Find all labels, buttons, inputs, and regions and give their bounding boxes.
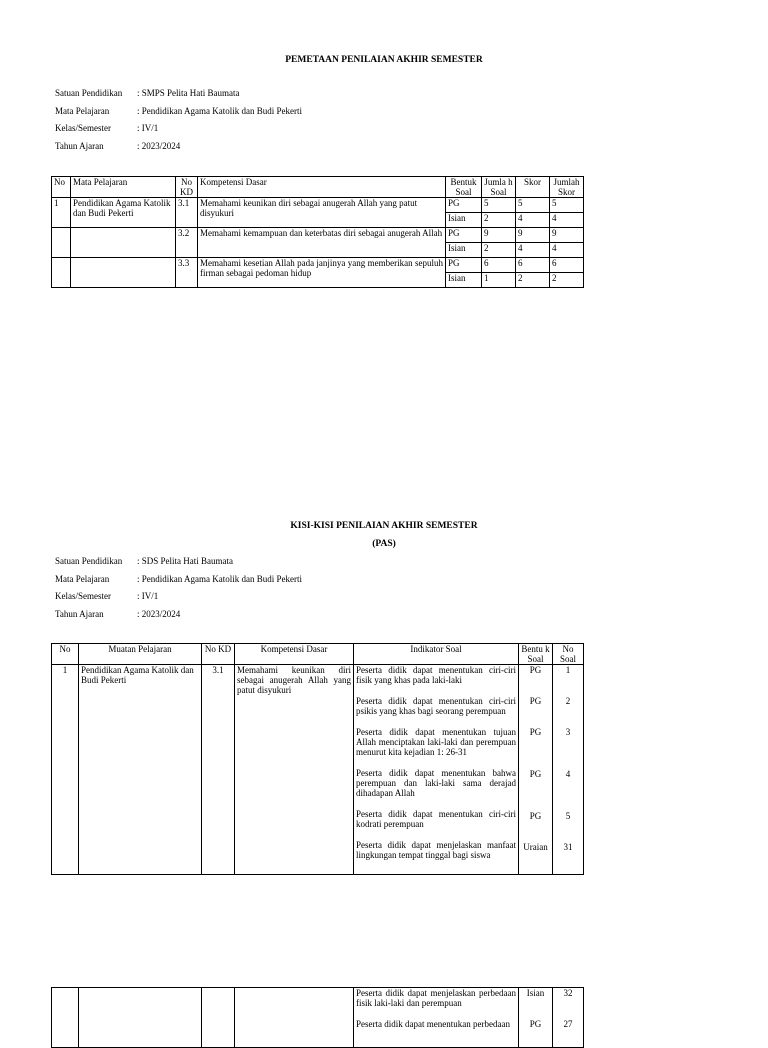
cell-bentuk-list <box>519 988 553 1048</box>
table-header-row <box>52 177 584 198</box>
table-row <box>52 258 584 273</box>
indikator-item: Peserta didik dapat menjelaskan perbedaan fisik laki-laki dan perempuan <box>356 988 516 1008</box>
cell-no-soal-list <box>553 665 584 875</box>
cell-skor: 9 <box>516 228 550 243</box>
cell-kompetensi: Memahami kemampuan dan keterbatas diri sebagai anugerah Allah <box>198 228 446 258</box>
cell-jumlah: 6 <box>482 258 516 273</box>
cell-no-kd: 3.3 <box>176 258 198 288</box>
cell-total: 6 <box>550 258 584 273</box>
header-bentuk-soal: Bentu k Soal <box>519 644 553 665</box>
meta-value: : 2023/2024 <box>137 608 181 619</box>
meta-label: Satuan Pendidikan <box>55 556 123 566</box>
meta-value: : IV/1 <box>137 123 159 133</box>
meta-value: : Pendidikan Agama Katolik dan Budi Pekerti <box>137 105 302 116</box>
cell-bentuk: PG <box>446 228 482 243</box>
cell-muatan-pelajaran: Pendidikan Agama Katolik dan Budi Pekerti <box>79 665 202 875</box>
cell-total: 4 <box>550 243 584 258</box>
bentuk-item: PG <box>529 696 542 706</box>
cell-muatan-pelajaran <box>79 988 202 1048</box>
cell-no-kd: 3.1 <box>176 198 198 228</box>
table-row <box>52 228 584 243</box>
no-soal-item: 4 <box>565 769 571 779</box>
cell-no <box>52 988 79 1048</box>
meta-label: Tahun Ajaran <box>55 140 104 151</box>
header-jumlah-skor: Jumlah Skor <box>550 177 584 198</box>
bentuk-item: PG <box>529 811 542 821</box>
cell-mata-pelajaran: Pendidikan Agama Katolik dan Budi Pekerti <box>71 198 176 228</box>
cell-mata-pelajaran <box>71 258 176 288</box>
cell-bentuk: PG <box>446 198 482 213</box>
page-title-pemetaan: PEMETAAN PENILAIAN AKHIR SEMESTER <box>285 55 483 65</box>
indikator-item: Peserta didik dapat menjelaskan manfaat lingkungan tempat tinggal bagi siswa <box>356 840 516 860</box>
cell-kompetensi: Memahami keunikan diri sebagai anugerah Allah yang patut disyukuri <box>198 198 446 228</box>
bentuk-item: Uraian <box>523 842 548 852</box>
meta-value: : IV/1 <box>137 591 159 601</box>
indikator-item: Peserta didik dapat menentukan ciri-ciri kodrati perempuan <box>356 809 516 829</box>
cell-total: 5 <box>550 198 584 213</box>
cell-skor: 6 <box>516 258 550 273</box>
no-soal-item: 1 <box>565 665 571 675</box>
cell-no-kd: 3.1 <box>202 665 235 875</box>
no-soal-item: 3 <box>565 727 571 737</box>
header-muatan-pelajaran: Muatan Pelajaran <box>79 644 202 665</box>
pemetaan-table <box>51 176 584 288</box>
table-header-row <box>52 644 584 665</box>
kisi-kisi-table <box>51 643 584 875</box>
indikator-item: Peserta didik dapat menentukan ciri-ciri fisik yang khas pada laki-laki <box>356 665 516 685</box>
cell-jumlah: 1 <box>482 273 516 288</box>
meta-value: : SMPS Pelita Hati Baumata <box>137 88 240 98</box>
meta-label: Tahun Ajaran <box>55 608 104 619</box>
table-row <box>52 988 584 1048</box>
meta-value: : SDS Pelita Hati Baumata <box>137 556 233 566</box>
meta-label: Kelas/Semester <box>55 123 111 133</box>
meta-value: : Pendidikan Agama Katolik dan Budi Pekerti <box>137 573 302 584</box>
header-no-kd: No KD <box>176 177 198 198</box>
cell-kompetensi: Memahami keunikan diri sebagai anugerah Allah yang patut disyukuri <box>235 665 354 875</box>
header-kompetensi-dasar: Kompetensi Dasar <box>198 177 446 198</box>
meta-label: Satuan Pendidikan <box>55 88 123 98</box>
cell-kompetensi <box>235 988 354 1048</box>
cell-bentuk: Isian <box>446 243 482 258</box>
header-skor: Skor <box>516 177 550 198</box>
header-jumlah-soal: Jumla h Soal <box>482 177 516 198</box>
page-subtitle: (PAS) <box>372 539 396 549</box>
cell-skor: 4 <box>516 213 550 228</box>
header-mata-pelajaran: Mata Pelajaran <box>71 177 176 198</box>
cell-skor: 4 <box>516 243 550 258</box>
cell-jumlah: 2 <box>482 243 516 258</box>
cell-skor: 5 <box>516 198 550 213</box>
bentuk-item: PG <box>529 727 542 737</box>
header-bentuk-soal: Bentuk Soal <box>446 177 482 198</box>
header-kompetensi-dasar: Kompetensi Dasar <box>235 644 354 665</box>
cell-no: 1 <box>52 665 79 875</box>
cell-total: 2 <box>550 273 584 288</box>
meta-label: Kelas/Semester <box>55 591 111 601</box>
page-title-kisi-kisi: KISI-KISI PENILAIAN AKHIR SEMESTER <box>290 521 478 531</box>
no-soal-item: 32 <box>563 988 573 998</box>
cell-jumlah: 2 <box>482 213 516 228</box>
no-soal-item: 2 <box>565 696 571 706</box>
header-no: No <box>52 177 71 198</box>
no-soal-item: 27 <box>563 1019 573 1029</box>
cell-skor: 2 <box>516 273 550 288</box>
cell-indikator-list <box>354 665 519 875</box>
meta-label: Mata Pelajaran <box>55 573 110 584</box>
cell-no-soal-list <box>553 988 584 1048</box>
cell-mata-pelajaran <box>71 228 176 258</box>
cell-indikator-list <box>354 988 519 1048</box>
header-indikator-soal: Indikator Soal <box>354 644 519 665</box>
cell-no: 1 <box>52 198 71 228</box>
cell-bentuk: Isian <box>446 213 482 228</box>
bentuk-item: Isian <box>526 988 545 998</box>
cell-no-kd: 3.2 <box>176 228 198 258</box>
header-no: No <box>52 644 79 665</box>
table-row <box>52 198 584 213</box>
indikator-item: Peserta didik dapat menentukan perbedaan <box>356 1019 510 1029</box>
cell-kompetensi: Memahami kesetian Allah pada janjinya yang memberikan sepuluh firman sebagai pedoman hidup <box>198 258 446 288</box>
bentuk-item: PG <box>529 665 542 675</box>
meta-value: : 2023/2024 <box>137 140 181 151</box>
no-soal-item: 5 <box>565 811 571 821</box>
meta-label: Mata Pelajaran <box>55 105 110 116</box>
bentuk-item: PG <box>529 1019 542 1029</box>
no-soal-item: 31 <box>563 842 573 852</box>
indikator-item: Peserta didik dapat menentukan tujuan Allah menciptakan laki-laki dan perempuan menurut kita kejadian 1: 26-31 <box>356 727 516 757</box>
header-no-soal: No Soal <box>553 644 584 665</box>
cell-no <box>52 258 71 288</box>
bentuk-item: PG <box>529 769 542 779</box>
cell-bentuk: PG <box>446 258 482 273</box>
table-row <box>52 665 584 875</box>
cell-jumlah: 9 <box>482 228 516 243</box>
cell-no-kd <box>202 988 235 1048</box>
cell-total: 9 <box>550 228 584 243</box>
cell-jumlah: 5 <box>482 198 516 213</box>
cell-bentuk-list <box>519 665 553 875</box>
cell-bentuk: Isian <box>446 273 482 288</box>
indikator-item: Peserta didik dapat menentukan bahwa perempuan dan laki-laki sama derajad dihadapan Allah <box>356 768 516 798</box>
cell-total: 4 <box>550 213 584 228</box>
header-no-kd: No KD <box>202 644 235 665</box>
cell-no <box>52 228 71 258</box>
kisi-kisi-table-continued <box>51 987 584 1048</box>
indikator-item: Peserta didik dapat menentukan ciri-ciri psikis yang khas bagi seorang perempuan <box>356 696 516 716</box>
